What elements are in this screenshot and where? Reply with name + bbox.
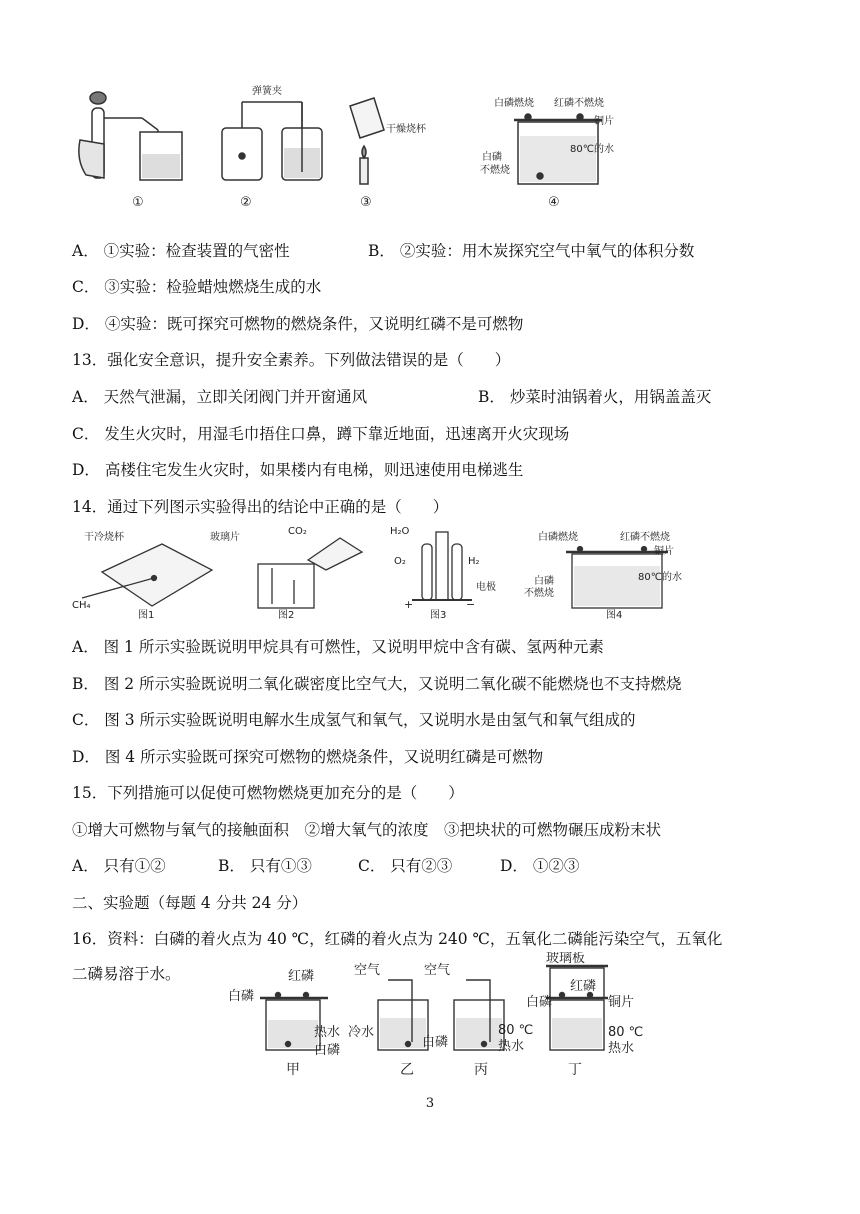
- q13-option-b: B． 炒菜时油锅着火，用锅盖盖灭: [478, 388, 712, 406]
- q16-stem-line-1: 16．资料：白磷的着火点为 40 ℃，红磷的着火点为 240 ℃，五氧化二磷能污染空气，五氧化: [72, 930, 723, 948]
- q16-jia-red-p: 红磷: [288, 969, 315, 984]
- q14-option-d: D． 图 4 所示实验既可探究可燃物的燃烧条件，又说明红磷是可燃物: [72, 748, 544, 766]
- q12-option-c: C． ③实验：检验蜡烛燃烧生成的水: [72, 278, 322, 296]
- q14-figure-svg: [72, 524, 692, 624]
- q12-label-2: ②: [240, 195, 252, 210]
- q14-white-p-1: 白磷: [534, 576, 554, 587]
- q12-apparatus-3: [350, 98, 384, 184]
- q16-jia-white-p: 白磷: [228, 989, 255, 1004]
- q12-apparatus-2: [222, 102, 322, 180]
- q16-beaker-bing: [454, 980, 504, 1050]
- q12-white-p-burn: 白磷燃烧: [494, 98, 534, 109]
- q16-figure: [228, 952, 648, 1078]
- q14-fig3: [412, 532, 472, 600]
- q13-option-a: A． 天然气泄漏，立即关闭阀门并开窗通风: [72, 388, 368, 406]
- q13-option-c: C． 发生火灾时，用湿毛巾捂住口鼻，蹲下靠近地面，迅速离开火灾现场: [72, 425, 570, 443]
- q16-ding-white-p: 白磷: [526, 995, 553, 1010]
- q13-stem: 13．强化安全意识，提升安全素养。下列做法错误的是（ ）: [72, 351, 511, 369]
- q12-figure: [70, 80, 630, 215]
- q14-option-c: C． 图 3 所示实验既说明电解水生成氢气和氧气，又说明水是由氢气和氧气组成的: [72, 711, 636, 729]
- q16-bing-white-p: 白磷: [422, 1035, 449, 1050]
- q12-apparatus-1: [79, 92, 182, 180]
- q14-caption-3: 图3: [430, 610, 447, 621]
- q16-bing-air: 空气: [424, 963, 451, 978]
- q16-jia-hot-water: 热水: [314, 1025, 341, 1040]
- q13-option-d: D． 高楼住宅发生火灾时，如果楼内有电梯，则迅速使用电梯逃生: [72, 461, 524, 479]
- q14-plus: +: [404, 598, 414, 611]
- q14-electrode: 电极: [476, 582, 496, 593]
- q16-ding-temp: 80 ℃: [608, 1025, 644, 1040]
- q12-figure-svg: [70, 80, 630, 215]
- q15-options-row: [72, 856, 672, 876]
- q16-bing-hot-water: 热水: [498, 1039, 525, 1054]
- q16-bing-temp: 80 ℃: [498, 1023, 534, 1038]
- q16-ding-red-p: 红磷: [570, 979, 597, 994]
- q15-option-c: C． 只有②③: [358, 857, 453, 875]
- q14-hot-water: 80℃的水: [638, 572, 682, 583]
- q16-ding-copper: 铜片: [608, 995, 635, 1010]
- q14-caption-1: 图1: [138, 610, 155, 621]
- q12-option-d: D． ④实验：既可探究可燃物的燃烧条件，又说明红磷不是可燃物: [72, 315, 524, 333]
- q12-white-p-1: 白磷: [482, 152, 502, 163]
- q15-option-b: B． 只有①③: [218, 857, 312, 875]
- q14-o2: O₂: [394, 556, 406, 567]
- q16-caption-yi: 乙: [400, 1062, 414, 1078]
- page-number: 3: [425, 1096, 435, 1111]
- q14-option-a: A． 图 1 所示实验既说明甲烷具有可燃性，又说明甲烷中含有碳、氢两种元素: [72, 638, 604, 656]
- q14-caption-4: 图4: [606, 610, 623, 621]
- q16-caption-ding: 丁: [568, 1062, 582, 1078]
- q16-beaker-yi: [378, 980, 428, 1050]
- q16-ding-hot-water: 热水: [608, 1041, 635, 1056]
- q16-ding-glass-plate: 玻璃板: [546, 952, 586, 966]
- q13-options-row-1: [72, 387, 792, 407]
- q15-measures: ①增大可燃物与氧气的接触面积 ②增大氧气的浓度 ③把块状的可燃物碾压成粉末状: [72, 821, 662, 839]
- q16-beaker-jia: [260, 993, 328, 1051]
- q14-option-b: B． 图 2 所示实验既说明二氧化碳密度比空气大，又说明二氧化碳不能燃烧也不支持燃烧: [72, 675, 682, 693]
- q14-h2o: H₂O: [390, 526, 410, 537]
- q14-fig1: [82, 544, 212, 606]
- q14-red-p-no-burn: 红磷不燃烧: [620, 532, 670, 543]
- q14-white-p-2: 不燃烧: [524, 588, 554, 599]
- q14-caption-2: 图2: [278, 610, 295, 621]
- q16-stem-line-2: 二磷易溶于水。: [72, 965, 181, 983]
- q14-minus: −: [466, 598, 476, 611]
- q12-hot-water: 80℃的水: [570, 144, 614, 155]
- q12-clip-label: 弹簧夹: [252, 86, 282, 97]
- q12-label-1: ①: [132, 195, 144, 210]
- q16-yi-air: 空气: [354, 963, 381, 978]
- q15-stem: 15．下列措施可以促使可燃物燃烧更加充分的是（ ）: [72, 784, 464, 802]
- q15-option-a: A． 只有①②: [72, 857, 166, 875]
- q14-glass-sheet: 玻璃片: [210, 532, 240, 543]
- q14-stem: 14．通过下列图示实验得出的结论中正确的是（ ）: [72, 498, 449, 516]
- q12-beaker-label: 干燥烧杯: [386, 124, 426, 135]
- q12-red-p-no-burn: 红磷不燃烧: [554, 98, 604, 109]
- q15-option-d: D． ①②③: [500, 857, 580, 875]
- q16-caption-bing: 丙: [474, 1062, 488, 1078]
- q16-figure-svg: [228, 952, 648, 1078]
- q14-h2: H₂: [468, 556, 480, 567]
- q16-yi-cold-water: 冷水: [348, 1025, 375, 1040]
- q12-option-a: A． ①实验：检查装置的气密性: [72, 242, 290, 260]
- q12-copper: 铜片: [594, 116, 614, 127]
- q12-options-row-1: [72, 241, 792, 261]
- q12-label-4: ④: [548, 195, 560, 210]
- q14-white-p-burn: 白磷燃烧: [538, 532, 578, 543]
- q14-dry-cold-beaker: 干冷烧杯: [84, 532, 124, 543]
- q16-jia-white-p-bottom: 白磷: [314, 1043, 341, 1058]
- q14-figure: [72, 524, 692, 624]
- q12-white-p-2: 不燃烧: [480, 165, 510, 176]
- q14-co2: CO₂: [288, 526, 307, 537]
- section-2-heading: 二、实验题（每题 4 分共 24 分）: [72, 894, 308, 912]
- q12-option-b: B． ②实验：用木炭探究空气中氧气的体积分数: [368, 242, 695, 260]
- q14-copper: 铜片: [654, 546, 674, 557]
- q14-ch4: CH₄: [72, 600, 91, 611]
- q14-fig2: [258, 538, 362, 608]
- q12-label-3: ③: [360, 195, 372, 210]
- q16-caption-jia: 甲: [286, 1062, 300, 1078]
